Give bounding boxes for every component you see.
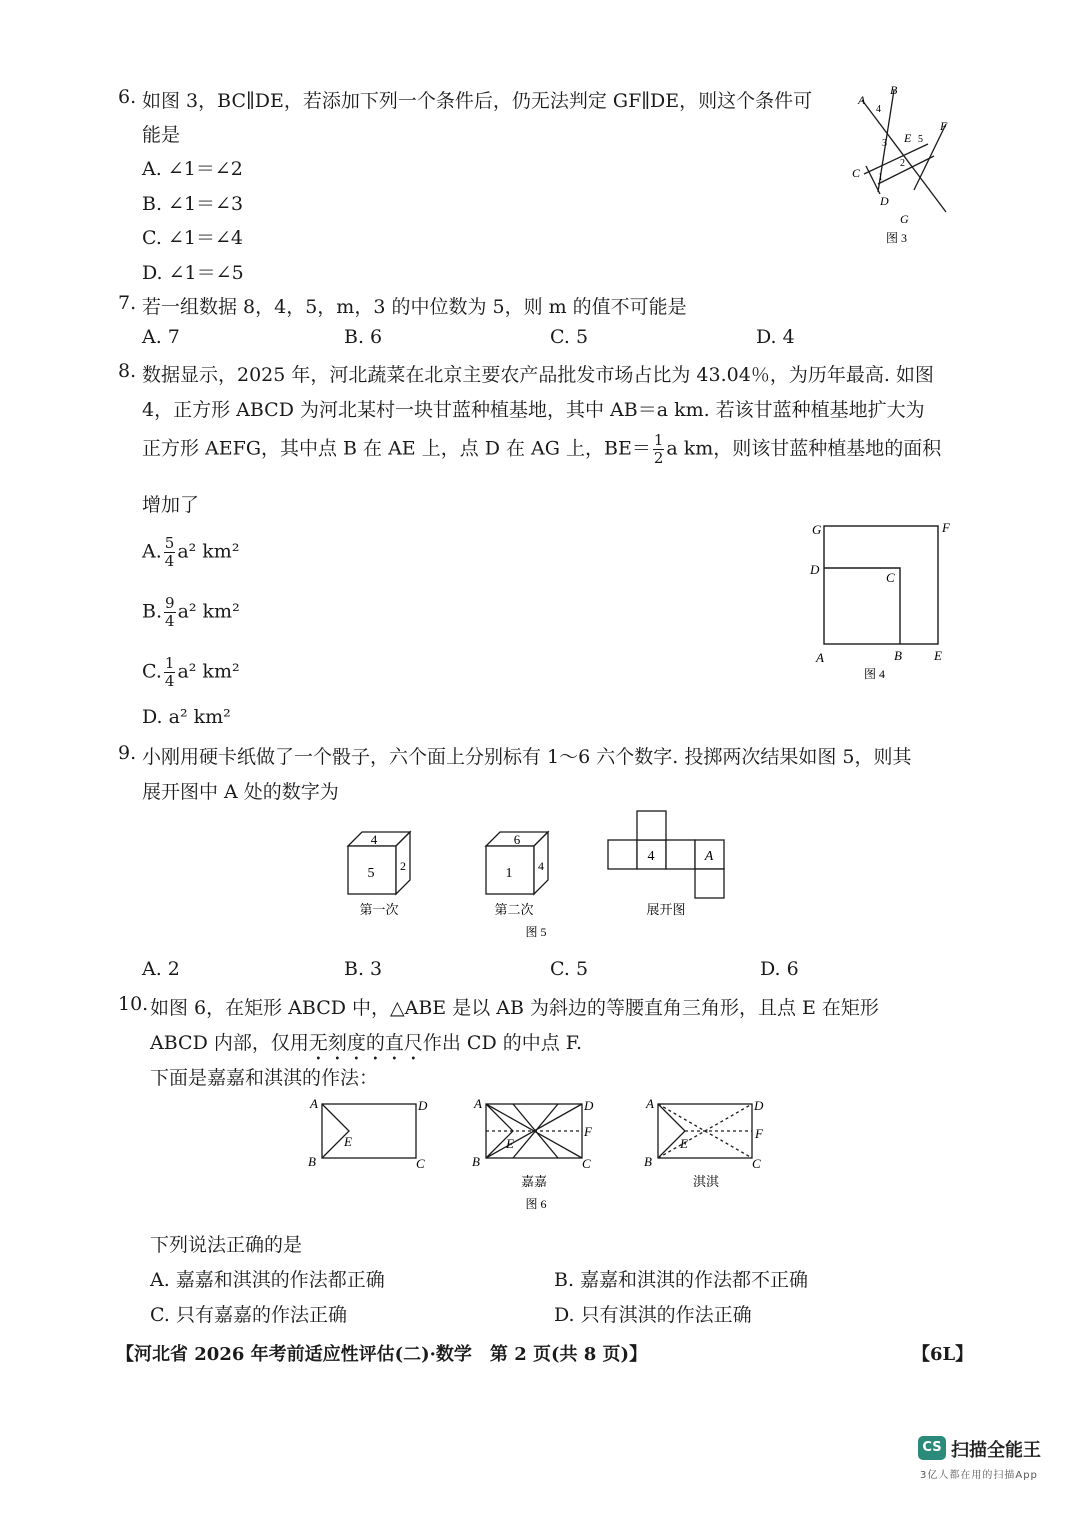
- option-fraction: [164, 596, 176, 629]
- watermark-brand-name: 扫描全能王: [951, 1440, 1041, 1461]
- q9-number: 9.: [118, 742, 137, 764]
- option-rest: a² km²: [168, 706, 231, 728]
- jiajia-caption: 嘉嘉: [520, 1174, 548, 1189]
- q7-option-c: C. 5: [550, 326, 589, 348]
- page-footer-code: 【6L】: [912, 1344, 974, 1365]
- option-letter: C.: [142, 660, 162, 683]
- cube1-right-number: 2: [400, 859, 406, 873]
- net-cell-1: [608, 840, 637, 869]
- qiqi-label-f: F: [755, 1126, 763, 1141]
- q9-text-line1: 小刚用硬卡纸做了一个骰子，六个面上分别标有 1～6 六个数字. 投掷两次结果如图 5，则其: [142, 746, 912, 768]
- jiajia-label-e: E: [506, 1136, 514, 1151]
- figure-6: [300, 1092, 780, 1216]
- base-label-d: D: [418, 1098, 428, 1113]
- angle-4: 4: [876, 104, 881, 115]
- q8-text-line2: 4，正方形 ABCD 为河北某村一块甘蓝种植基地，其中 AB＝a km. 若该甘蓝种植基地扩大为: [142, 399, 925, 421]
- q10-text-line2-end: 作出 CD 的中点 F.: [422, 1032, 583, 1054]
- q9-option-c: C. 5: [550, 958, 589, 980]
- fraction-numerator: 9: [165, 594, 175, 612]
- q9-option-b: B. 3: [344, 958, 383, 980]
- option-rest: a² km²: [177, 540, 240, 563]
- base-label-a: A: [310, 1096, 318, 1111]
- label-d: D: [810, 562, 820, 577]
- cube1-caption: 第一次: [359, 902, 399, 917]
- label-c: C: [852, 166, 861, 180]
- q10-text-line2-start: ABCD 内部，仅用: [150, 1032, 309, 1054]
- angle-3: 3: [882, 138, 887, 149]
- label-g: G: [812, 522, 822, 537]
- figure-6-caption: 图 6: [525, 1197, 547, 1211]
- q7-option-a: A. 7: [142, 326, 180, 348]
- q8-fraction-half: [653, 433, 665, 466]
- base-label-e: E: [344, 1134, 352, 1149]
- net-cell-bottom: [695, 869, 724, 898]
- fraction-numerator: 1: [164, 654, 175, 672]
- label-e: E: [904, 131, 912, 145]
- q10-emphasis-ruler: 无刻度的直尺: [308, 1032, 423, 1054]
- net-letter-a: A: [704, 849, 714, 864]
- cube2-caption: 第二次: [494, 902, 534, 917]
- figure-3: [848, 82, 958, 250]
- fraction-denominator: 4: [165, 612, 175, 630]
- base-label-c: C: [416, 1156, 425, 1171]
- option-fraction: [164, 536, 176, 569]
- square-aefg: [824, 526, 938, 644]
- qiqi-label-e: E: [680, 1136, 688, 1151]
- q7-number: 7.: [118, 292, 137, 314]
- qiqi-label-c: C: [752, 1156, 761, 1171]
- q9-text-line2: 展开图中 A 处的数字为: [142, 781, 339, 803]
- label-a: A: [816, 650, 824, 665]
- net-number: 4: [647, 849, 655, 864]
- qiqi-label-a: A: [646, 1096, 654, 1111]
- fraction-denominator: 4: [164, 672, 175, 690]
- option-letter: D.: [142, 706, 163, 728]
- q10-text-line4: 下列说法正确的是: [150, 1234, 303, 1256]
- q10-text-line2: [150, 1028, 582, 1065]
- cube1-front-number: 5: [367, 866, 375, 881]
- cube2-top-number: 6: [513, 832, 521, 847]
- q8-option-d: [142, 706, 231, 728]
- jiajia-label-f: F: [584, 1124, 592, 1139]
- figure-5: [330, 808, 750, 944]
- q8-text-line3-start: 正方形 AEFG，其中点 B 在 AE 上，点 D 在 AG 上，BE＝: [142, 437, 651, 460]
- line-de: [878, 156, 934, 184]
- jiajia-label-b: B: [472, 1154, 480, 1169]
- fraction-denominator: 2: [653, 449, 664, 467]
- q8-text-line1: 数据显示，2025 年，河北蔬菜在北京主要农产品批发市场占比为 43.04％，为历年最高. 如图: [142, 364, 934, 386]
- label-d: D: [880, 194, 889, 208]
- triangle-abe-base: [322, 1104, 349, 1158]
- q10-text-line3: 下面是嘉嘉和淇淇的作法：: [150, 1067, 379, 1089]
- cs-logo-icon: [918, 1436, 946, 1460]
- option-rest: a² km²: [177, 600, 240, 623]
- q7-option-d: D. 4: [756, 326, 795, 348]
- base-label-b: B: [308, 1154, 316, 1169]
- q10-option-c: C. 只有嘉嘉的作法正确: [150, 1304, 347, 1326]
- cube2-right-number: 4: [538, 859, 544, 873]
- qiqi-label-d: D: [754, 1098, 764, 1113]
- figure-4: [804, 518, 964, 688]
- angle-1: 1: [878, 172, 883, 183]
- label-a: A: [858, 93, 866, 107]
- figure-5-caption: 图 5: [525, 925, 547, 939]
- cs-logo-text: CS: [922, 1440, 942, 1455]
- q8-option-a: [142, 536, 239, 569]
- q8-text-line3-end: a km，则该甘蓝种植基地的面积: [666, 437, 942, 460]
- line-ce: [864, 144, 928, 174]
- net-cell-3: [666, 840, 695, 869]
- q6-text-line1: 如图 3，BC∥DE，若添加下列一个条件后，仍无法判定 GF∥DE，则这个条件可: [142, 90, 813, 112]
- jiajia-label-d: D: [584, 1098, 594, 1113]
- fraction-denominator: 4: [164, 552, 175, 570]
- q10-option-a: A. 嘉嘉和淇淇的作法都正确: [150, 1269, 385, 1291]
- q10-number: 10.: [118, 993, 149, 1015]
- net-cell-top: [637, 811, 666, 840]
- label-f: F: [940, 119, 948, 133]
- q6-text-line2: 能是: [142, 124, 181, 146]
- jiajia-label-a: A: [474, 1096, 482, 1111]
- q8-option-c: [142, 656, 240, 689]
- rect-base: [322, 1104, 416, 1158]
- scanner-watermark: [918, 1434, 1058, 1480]
- page-footer-info: 【河北省 2026 年考前适应性评估(二)·数学 第 2 页(共 8 页)】: [116, 1344, 648, 1365]
- angle-2: 2: [900, 158, 905, 169]
- qiqi-label-b: B: [644, 1154, 652, 1169]
- label-g: G: [900, 212, 909, 226]
- label-b: B: [890, 83, 898, 97]
- fraction-numerator: 1: [653, 431, 664, 449]
- q6-option-c: C. ∠1＝∠4: [142, 227, 243, 249]
- label-b: B: [894, 648, 902, 663]
- label-f: F: [942, 520, 950, 535]
- watermark-tagline: 3亿人都在用的扫描App: [920, 1470, 1038, 1481]
- q8-text-line4: 增加了: [142, 494, 200, 516]
- q8-text-line3: [142, 433, 941, 466]
- q7-text: 若一组数据 8，4，5，m，3 的中位数为 5，则 m 的值不可能是: [142, 296, 687, 318]
- cube2-front-number: 1: [505, 866, 513, 881]
- figure-3-caption: 图 3: [886, 231, 908, 245]
- q10-option-b: B. 嘉嘉和淇淇的作法都不正确: [554, 1269, 809, 1291]
- cube1-top-number: 4: [370, 832, 378, 847]
- q6-number: 6.: [118, 86, 137, 108]
- label-c: C: [886, 570, 895, 585]
- net-caption: 展开图: [646, 902, 686, 917]
- q10-text-line1: 如图 6，在矩形 ABCD 中，△ABE 是以 AB 为斜边的等腰直角三角形，且点 E 在矩形: [150, 997, 879, 1019]
- q7-option-b: B. 6: [344, 326, 383, 348]
- q6-option-b: B. ∠1＝∠3: [142, 193, 244, 215]
- q9-option-d: D. 6: [760, 958, 799, 980]
- q8-number: 8.: [118, 360, 137, 382]
- label-e: E: [934, 648, 942, 663]
- qiqi-caption: 淇淇: [692, 1174, 720, 1189]
- q10-option-d: D. 只有淇淇的作法正确: [554, 1304, 752, 1326]
- figure-4-caption: 图 4: [864, 667, 886, 681]
- q9-option-a: A. 2: [142, 958, 180, 980]
- option-rest: a² km²: [177, 660, 240, 683]
- fraction-numerator: 5: [164, 534, 175, 552]
- angle-5: 5: [918, 134, 923, 145]
- option-letter: B.: [142, 600, 163, 623]
- q6-option-a: A. ∠1＝∠2: [142, 158, 243, 180]
- q6-option-d: D. ∠1＝∠5: [142, 262, 244, 284]
- option-letter: A.: [142, 540, 162, 563]
- jiajia-label-c: C: [582, 1156, 591, 1171]
- q8-option-b: [142, 596, 240, 629]
- option-fraction: [164, 656, 176, 689]
